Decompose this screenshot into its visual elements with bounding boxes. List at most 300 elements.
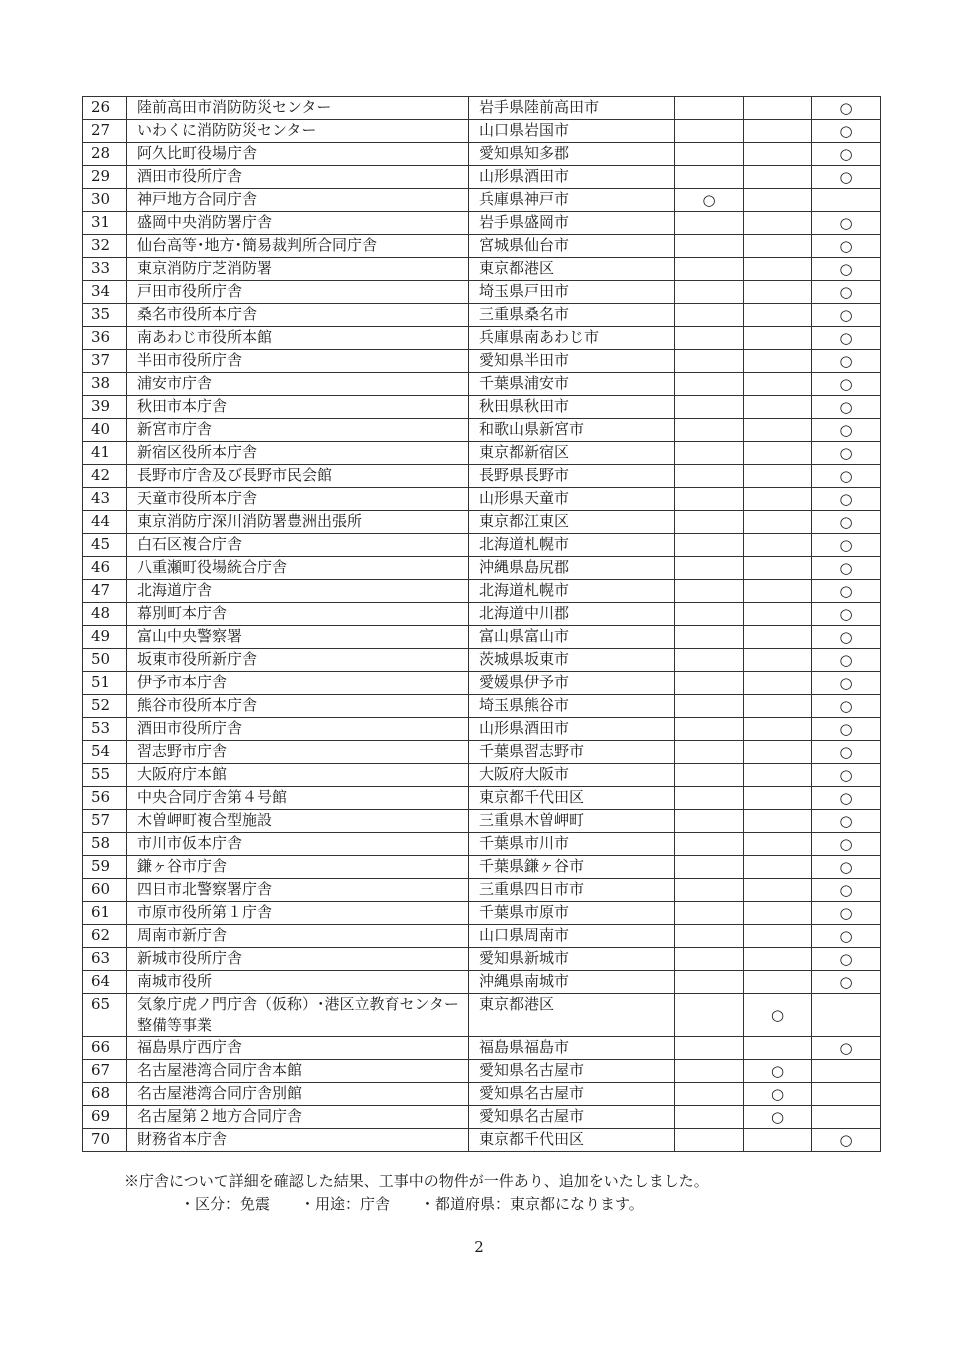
row-number: 70 <box>83 1129 127 1152</box>
table-row <box>83 833 881 856</box>
mark-col-1 <box>675 304 744 327</box>
table-row <box>83 189 881 212</box>
mark-col-1 <box>675 235 744 258</box>
table-row <box>83 948 881 971</box>
mark-col-3: ○ <box>812 672 881 695</box>
mark-col-1 <box>675 442 744 465</box>
mark-col-1 <box>675 534 744 557</box>
table-row <box>83 511 881 534</box>
row-number: 42 <box>83 465 127 488</box>
mark-col-2 <box>744 396 812 419</box>
table-row <box>83 419 881 442</box>
mark-col-3: ○ <box>812 419 881 442</box>
mark-col-1 <box>675 971 744 994</box>
location: 三重県桑名市 <box>469 304 675 327</box>
row-number: 45 <box>83 534 127 557</box>
table-row <box>83 672 881 695</box>
row-number: 68 <box>83 1083 127 1106</box>
mark-col-3: ○ <box>812 97 881 120</box>
table-row <box>83 1060 881 1083</box>
table-row <box>83 902 881 925</box>
location: 山形県酒田市 <box>469 166 675 189</box>
mark-col-2 <box>744 925 812 948</box>
row-number: 38 <box>83 373 127 396</box>
mark-col-3: ○ <box>812 718 881 741</box>
location: 愛知県名古屋市 <box>469 1083 675 1106</box>
mark-col-1 <box>675 327 744 350</box>
facility-name: 名古屋港湾合同庁舎別館 <box>127 1083 469 1106</box>
mark-col-1 <box>675 465 744 488</box>
mark-col-1 <box>675 856 744 879</box>
mark-col-1 <box>675 695 744 718</box>
location: 千葉県鎌ヶ谷市 <box>469 856 675 879</box>
facility-name: 陸前高田市消防防災センター <box>127 97 469 120</box>
location: 山口県岩国市 <box>469 120 675 143</box>
location: 兵庫県南あわじ市 <box>469 327 675 350</box>
row-number: 56 <box>83 787 127 810</box>
table-row <box>83 718 881 741</box>
location: 三重県木曽岬町 <box>469 810 675 833</box>
table-row <box>83 1083 881 1106</box>
mark-col-1 <box>675 373 744 396</box>
mark-col-1 <box>675 1083 744 1106</box>
mark-col-1 <box>675 994 744 1037</box>
mark-col-1 <box>675 925 744 948</box>
mark-col-2: ○ <box>744 1083 812 1106</box>
row-number: 52 <box>83 695 127 718</box>
mark-col-3: ○ <box>812 1037 881 1060</box>
table-row <box>83 925 881 948</box>
location: 千葉県浦安市 <box>469 373 675 396</box>
row-number: 37 <box>83 350 127 373</box>
row-number: 30 <box>83 189 127 212</box>
mark-col-3: ○ <box>812 856 881 879</box>
row-number: 57 <box>83 810 127 833</box>
facility-name: 新宮市庁舎 <box>127 419 469 442</box>
facility-name: 北海道庁舎 <box>127 580 469 603</box>
mark-col-1 <box>675 1060 744 1083</box>
table-row <box>83 879 881 902</box>
mark-col-2 <box>744 166 812 189</box>
row-number: 46 <box>83 557 127 580</box>
mark-col-1 <box>675 281 744 304</box>
facility-name: 秋田市本庁舎 <box>127 396 469 419</box>
mark-col-3 <box>812 1106 881 1129</box>
row-number: 66 <box>83 1037 127 1060</box>
facility-name: 四日市北警察署庁舎 <box>127 879 469 902</box>
location: 福島県福島市 <box>469 1037 675 1060</box>
facility-name: 八重瀬町役場統合庁舎 <box>127 557 469 580</box>
mark-col-2 <box>744 810 812 833</box>
location: 秋田県秋田市 <box>469 396 675 419</box>
facility-name: 幕別町本庁舎 <box>127 603 469 626</box>
mark-col-3 <box>812 189 881 212</box>
location: 東京都江東区 <box>469 511 675 534</box>
mark-col-3: ○ <box>812 902 881 925</box>
table-row <box>83 856 881 879</box>
mark-col-3: ○ <box>812 442 881 465</box>
facility-name: 酒田市役所庁舎 <box>127 166 469 189</box>
location: 富山県富山市 <box>469 626 675 649</box>
facility-name: 阿久比町役場庁舎 <box>127 143 469 166</box>
location: 兵庫県神戸市 <box>469 189 675 212</box>
table-row <box>83 1037 881 1060</box>
table-row <box>83 281 881 304</box>
mark-col-2 <box>744 442 812 465</box>
mark-col-1 <box>675 626 744 649</box>
mark-col-1 <box>675 580 744 603</box>
row-number: 29 <box>83 166 127 189</box>
mark-col-1 <box>675 833 744 856</box>
mark-col-1 <box>675 672 744 695</box>
mark-col-3: ○ <box>812 925 881 948</box>
mark-col-1 <box>675 166 744 189</box>
location: 大阪府大阪市 <box>469 764 675 787</box>
mark-col-3: ○ <box>812 304 881 327</box>
mark-col-2 <box>744 626 812 649</box>
mark-col-3: ○ <box>812 580 881 603</box>
facility-name: 神戸地方合同庁舎 <box>127 189 469 212</box>
row-number: 59 <box>83 856 127 879</box>
mark-col-3 <box>812 994 881 1037</box>
mark-col-3: ○ <box>812 1129 881 1152</box>
facility-name: 新城市役所庁舎 <box>127 948 469 971</box>
mark-col-2 <box>744 948 812 971</box>
location: 東京都新宿区 <box>469 442 675 465</box>
row-number: 26 <box>83 97 127 120</box>
facility-name: 木曽岬町複合型施設 <box>127 810 469 833</box>
facility-name: 財務省本庁舎 <box>127 1129 469 1152</box>
table-row <box>83 350 881 373</box>
facility-name: いわくに消防防災センター <box>127 120 469 143</box>
mark-col-3: ○ <box>812 534 881 557</box>
row-number: 60 <box>83 879 127 902</box>
facility-name: 鎌ヶ谷市庁舎 <box>127 856 469 879</box>
location: 千葉県市原市 <box>469 902 675 925</box>
facility-name: 東京消防庁深川消防署豊洲出張所 <box>127 511 469 534</box>
row-number: 40 <box>83 419 127 442</box>
row-number: 44 <box>83 511 127 534</box>
row-number: 50 <box>83 649 127 672</box>
table-row <box>83 695 881 718</box>
facility-name: 習志野市庁舎 <box>127 741 469 764</box>
mark-col-3: ○ <box>812 465 881 488</box>
mark-col-1 <box>675 511 744 534</box>
facility-name: 熊谷市役所本庁舎 <box>127 695 469 718</box>
mark-col-1 <box>675 258 744 281</box>
mark-col-3: ○ <box>812 511 881 534</box>
mark-col-2 <box>744 534 812 557</box>
mark-col-3: ○ <box>812 833 881 856</box>
facility-name: 桑名市役所本庁舎 <box>127 304 469 327</box>
table-row <box>83 994 881 1037</box>
mark-col-3: ○ <box>812 948 881 971</box>
mark-col-1 <box>675 488 744 511</box>
mark-col-3: ○ <box>812 971 881 994</box>
row-number: 28 <box>83 143 127 166</box>
mark-col-3: ○ <box>812 350 881 373</box>
page-number: 2 <box>474 1238 484 1256</box>
mark-col-3: ○ <box>812 327 881 350</box>
location: 埼玉県熊谷市 <box>469 695 675 718</box>
note <box>124 1170 709 1216</box>
table-row <box>83 1129 881 1152</box>
mark-col-2 <box>744 1129 812 1152</box>
table-row <box>83 373 881 396</box>
table-row <box>83 971 881 994</box>
location: 沖縄県南城市 <box>469 971 675 994</box>
row-number: 36 <box>83 327 127 350</box>
mark-col-2 <box>744 511 812 534</box>
mark-col-2: ○ <box>744 1106 812 1129</box>
facility-name: 伊予市本庁舎 <box>127 672 469 695</box>
mark-col-3: ○ <box>812 810 881 833</box>
mark-col-2 <box>744 327 812 350</box>
mark-col-3: ○ <box>812 649 881 672</box>
facility-name: 酒田市役所庁舎 <box>127 718 469 741</box>
mark-col-2 <box>744 258 812 281</box>
location: 愛知県知多郡 <box>469 143 675 166</box>
mark-col-1 <box>675 396 744 419</box>
mark-col-1 <box>675 120 744 143</box>
mark-col-2 <box>744 212 812 235</box>
mark-col-1 <box>675 810 744 833</box>
mark-col-3: ○ <box>812 603 881 626</box>
facility-name: 市原市役所第１庁舎 <box>127 902 469 925</box>
table-body <box>83 97 881 1152</box>
location: 千葉県習志野市 <box>469 741 675 764</box>
location: 山形県酒田市 <box>469 718 675 741</box>
location: 三重県四日市市 <box>469 879 675 902</box>
location: 岩手県陸前高田市 <box>469 97 675 120</box>
mark-col-2 <box>744 902 812 925</box>
facility-name: 名古屋港湾合同庁舎本館 <box>127 1060 469 1083</box>
facility-name: 長野市庁舎及び長野市民会館 <box>127 465 469 488</box>
mark-col-2 <box>744 189 812 212</box>
mark-col-3: ○ <box>812 879 881 902</box>
table-row <box>83 488 881 511</box>
mark-col-1 <box>675 143 744 166</box>
mark-col-1: ○ <box>675 189 744 212</box>
location: 岩手県盛岡市 <box>469 212 675 235</box>
mark-col-1 <box>675 350 744 373</box>
building-list-table <box>82 96 881 1152</box>
location: 埼玉県戸田市 <box>469 281 675 304</box>
mark-col-3: ○ <box>812 373 881 396</box>
mark-col-1 <box>675 1037 744 1060</box>
location: 愛知県半田市 <box>469 350 675 373</box>
table-row <box>83 741 881 764</box>
table-row <box>83 810 881 833</box>
mark-col-3: ○ <box>812 626 881 649</box>
mark-col-3: ○ <box>812 212 881 235</box>
mark-col-1 <box>675 902 744 925</box>
location: 北海道中川郡 <box>469 603 675 626</box>
location: 宮城県仙台市 <box>469 235 675 258</box>
row-number: 41 <box>83 442 127 465</box>
table-row <box>83 534 881 557</box>
mark-col-3: ○ <box>812 764 881 787</box>
mark-col-2 <box>744 488 812 511</box>
mark-col-2 <box>744 787 812 810</box>
mark-col-1 <box>675 419 744 442</box>
mark-col-3: ○ <box>812 396 881 419</box>
mark-col-3: ○ <box>812 695 881 718</box>
mark-col-3: ○ <box>812 787 881 810</box>
note-line-2: ・区分：免震 ・用途：庁舎 ・都道府県：東京都になります。 <box>180 1195 644 1213</box>
mark-col-3: ○ <box>812 557 881 580</box>
row-number: 61 <box>83 902 127 925</box>
table-row <box>83 557 881 580</box>
table-row <box>83 258 881 281</box>
mark-col-3: ○ <box>812 166 881 189</box>
location: 東京都千代田区 <box>469 1129 675 1152</box>
mark-col-2 <box>744 557 812 580</box>
mark-col-2 <box>744 833 812 856</box>
mark-col-3: ○ <box>812 235 881 258</box>
mark-col-2 <box>744 120 812 143</box>
mark-col-1 <box>675 212 744 235</box>
row-number: 67 <box>83 1060 127 1083</box>
row-number: 62 <box>83 925 127 948</box>
table-row <box>83 97 881 120</box>
mark-col-1 <box>675 649 744 672</box>
table-row <box>83 603 881 626</box>
mark-col-1 <box>675 97 744 120</box>
mark-col-2 <box>744 465 812 488</box>
row-number: 27 <box>83 120 127 143</box>
mark-col-2 <box>744 718 812 741</box>
mark-col-1 <box>675 948 744 971</box>
mark-col-1 <box>675 718 744 741</box>
mark-col-2: ○ <box>744 1060 812 1083</box>
facility-name: 市川市仮本庁舎 <box>127 833 469 856</box>
row-number: 53 <box>83 718 127 741</box>
location: 和歌山県新宮市 <box>469 419 675 442</box>
location: 愛知県新城市 <box>469 948 675 971</box>
mark-col-2 <box>744 373 812 396</box>
facility-name: 坂東市役所新庁舎 <box>127 649 469 672</box>
mark-col-1 <box>675 787 744 810</box>
mark-col-2 <box>744 304 812 327</box>
location: 愛知県名古屋市 <box>469 1060 675 1083</box>
facility-name: 白石区複合庁舎 <box>127 534 469 557</box>
facility-name: 南あわじ市役所本館 <box>127 327 469 350</box>
location: 東京都港区 <box>469 258 675 281</box>
mark-col-1 <box>675 1129 744 1152</box>
location: 愛媛県伊予市 <box>469 672 675 695</box>
mark-col-3 <box>812 1083 881 1106</box>
location: 北海道札幌市 <box>469 580 675 603</box>
location: 東京都千代田区 <box>469 787 675 810</box>
facility-name: 富山中央警察署 <box>127 626 469 649</box>
table-row <box>83 235 881 258</box>
facility-name: 気象庁虎ノ門庁舎（仮称）･港区立教育センター整備等事業 <box>127 994 469 1037</box>
row-number: 47 <box>83 580 127 603</box>
row-number: 63 <box>83 948 127 971</box>
facility-name: 浦安市庁舎 <box>127 373 469 396</box>
facility-name: 東京消防庁芝消防署 <box>127 258 469 281</box>
mark-col-2: ○ <box>744 994 812 1037</box>
location: 千葉県市川市 <box>469 833 675 856</box>
facility-name: 仙台高等･地方･簡易裁判所合同庁舎 <box>127 235 469 258</box>
location: 長野県長野市 <box>469 465 675 488</box>
row-number: 65 <box>83 994 127 1037</box>
table-row <box>83 143 881 166</box>
row-number: 34 <box>83 281 127 304</box>
mark-col-2 <box>744 350 812 373</box>
facility-name: 大阪府庁本館 <box>127 764 469 787</box>
location: 山口県周南市 <box>469 925 675 948</box>
row-number: 51 <box>83 672 127 695</box>
mark-col-3: ○ <box>812 143 881 166</box>
table-row <box>83 442 881 465</box>
mark-col-3: ○ <box>812 281 881 304</box>
mark-col-2 <box>744 672 812 695</box>
note-line-1: ※庁舎について詳細を確認した結果、工事中の物件が一件あり、追加をいたしました。 <box>124 1172 709 1190</box>
mark-col-2 <box>744 971 812 994</box>
table-row <box>83 120 881 143</box>
mark-col-3: ○ <box>812 258 881 281</box>
facility-name: 新宿区役所本庁舎 <box>127 442 469 465</box>
location: 愛知県名古屋市 <box>469 1106 675 1129</box>
row-number: 54 <box>83 741 127 764</box>
row-number: 43 <box>83 488 127 511</box>
facility-name: 南城市役所 <box>127 971 469 994</box>
mark-col-3: ○ <box>812 488 881 511</box>
mark-col-1 <box>675 764 744 787</box>
table-row <box>83 166 881 189</box>
mark-col-2 <box>744 143 812 166</box>
facility-name: 福島県庁西庁舎 <box>127 1037 469 1060</box>
mark-col-1 <box>675 1106 744 1129</box>
location: 東京都港区 <box>469 994 675 1037</box>
facility-name: 名古屋第２地方合同庁舎 <box>127 1106 469 1129</box>
mark-col-2 <box>744 879 812 902</box>
facility-name: 天童市役所本庁舎 <box>127 488 469 511</box>
table-row <box>83 304 881 327</box>
location: 北海道札幌市 <box>469 534 675 557</box>
location: 沖縄県島尻郡 <box>469 557 675 580</box>
mark-col-1 <box>675 603 744 626</box>
location: 山形県天童市 <box>469 488 675 511</box>
facility-name: 戸田市役所庁舎 <box>127 281 469 304</box>
row-number: 55 <box>83 764 127 787</box>
row-number: 64 <box>83 971 127 994</box>
mark-col-1 <box>675 879 744 902</box>
mark-col-2 <box>744 649 812 672</box>
mark-col-2 <box>744 580 812 603</box>
row-number: 35 <box>83 304 127 327</box>
facility-name: 中央合同庁舎第４号館 <box>127 787 469 810</box>
row-number: 33 <box>83 258 127 281</box>
mark-col-2 <box>744 235 812 258</box>
facility-name: 周南市新庁舎 <box>127 925 469 948</box>
table-row <box>83 1106 881 1129</box>
table-row <box>83 580 881 603</box>
table-row <box>83 327 881 350</box>
table-row <box>83 626 881 649</box>
location: 茨城県坂東市 <box>469 649 675 672</box>
row-number: 39 <box>83 396 127 419</box>
table-row <box>83 787 881 810</box>
mark-col-2 <box>744 741 812 764</box>
mark-col-2 <box>744 856 812 879</box>
mark-col-2 <box>744 603 812 626</box>
facility-name: 盛岡中央消防署庁舎 <box>127 212 469 235</box>
mark-col-3: ○ <box>812 741 881 764</box>
mark-col-2 <box>744 1037 812 1060</box>
